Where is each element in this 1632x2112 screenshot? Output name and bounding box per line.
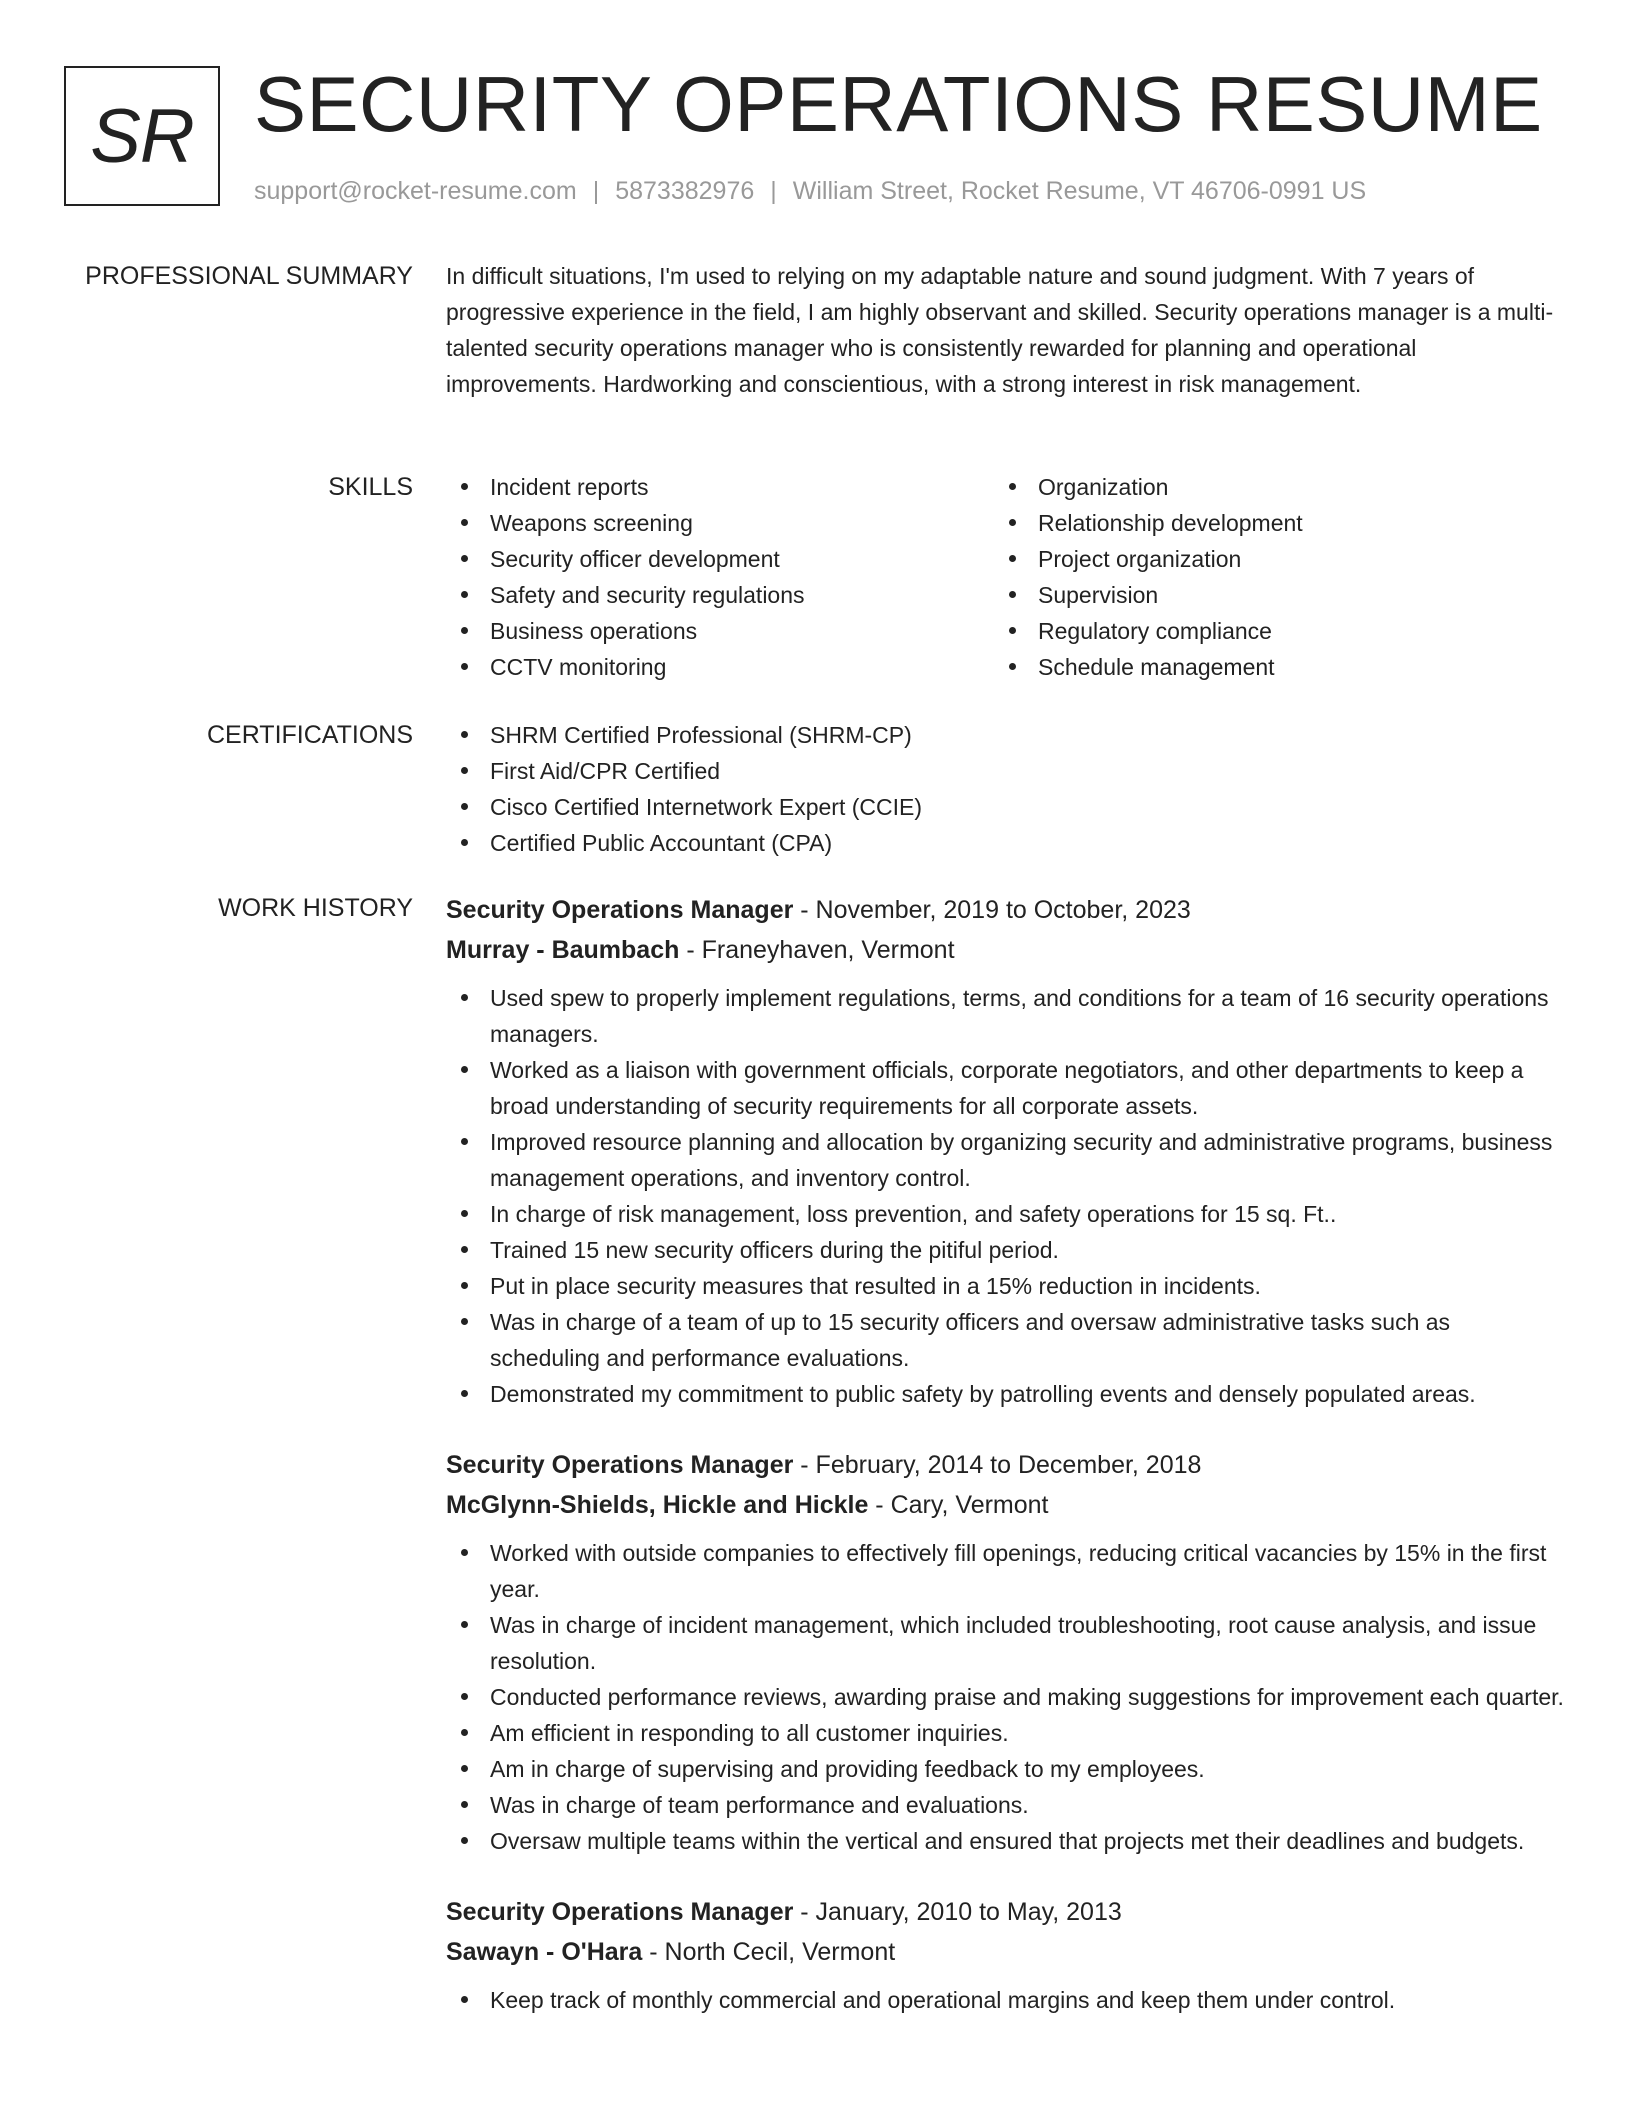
job-company: Sawayn - O'Hara xyxy=(446,1938,643,1966)
job-location: - Cary, Vermont xyxy=(868,1491,1049,1519)
job-entry xyxy=(446,890,1566,1412)
list-item: Demonstrated my commitment to public safety by patrolling events and densely populated areas. xyxy=(446,1376,1566,1412)
job-role: Security Operations Manager xyxy=(446,1451,794,1479)
summary-text: In difficult situations, I'm used to relying on my adaptable nature and sound judgment. With 7 years of progressive experience in the field, I am highly observant and skilled. Security operations manager is a multi-talented security operations manager who is consistently rewarded for planning and operational improvements. Hardworking and conscientious, with a strong interest in risk management. xyxy=(446,263,1554,397)
list-item: Worked with outside companies to effectively fill openings, reducing critical vacancies by 15% in the first year. xyxy=(446,1535,1566,1607)
skills-list-left xyxy=(446,469,994,685)
list-item: Organization xyxy=(994,469,1542,505)
list-item: Certified Public Accountant (CPA) xyxy=(446,825,1566,861)
list-item: Am in charge of supervising and providing feedback to my employees. xyxy=(446,1751,1566,1787)
list-item: Incident reports xyxy=(446,469,994,505)
list-item: Oversaw multiple teams within the vertical and ensured that projects met their deadlines and budgets. xyxy=(446,1823,1566,1859)
certifications-heading: CERTIFICATIONS xyxy=(206,721,413,749)
list-item: Security officer development xyxy=(446,541,994,577)
job-role-line xyxy=(446,1892,1566,1932)
list-item: Cisco Certified Internetwork Expert (CCIE) xyxy=(446,789,1566,825)
list-item: SHRM Certified Professional (SHRM-CP) xyxy=(446,717,1566,753)
list-item: Trained 15 new security officers during the pitiful period. xyxy=(446,1232,1566,1268)
job-company: Murray - Baumbach xyxy=(446,936,680,964)
job-role-line xyxy=(446,890,1566,930)
list-item: Business operations xyxy=(446,613,994,649)
contact-separator: | xyxy=(770,177,777,205)
list-item: Was in charge of a team of up to 15 security officers and oversaw administrative tasks such as scheduling and performance evaluations. xyxy=(446,1304,1566,1376)
contact-line xyxy=(254,174,1366,208)
job-bullet-list xyxy=(446,1982,1566,2018)
job-dates: - November, 2019 to October, 2023 xyxy=(793,896,1191,924)
job-role: Security Operations Manager xyxy=(446,896,794,924)
list-item: Used spew to properly implement regulations, terms, and conditions for a team of 16 security operations managers. xyxy=(446,980,1566,1052)
list-item: Relationship development xyxy=(994,505,1542,541)
job-company-line xyxy=(446,930,1566,970)
list-item: Improved resource planning and allocation by organizing security and administrative programs, business management operations, and inventory control. xyxy=(446,1124,1566,1196)
list-item: Worked as a liaison with government officials, corporate negotiators, and other departments to keep a broad understanding of security requirements for all corporate assets. xyxy=(446,1052,1566,1124)
certifications-list xyxy=(446,717,1566,861)
job-entry xyxy=(446,1445,1566,1859)
contact-email[interactable]: support@rocket-resume.com xyxy=(254,177,577,205)
job-role-line xyxy=(446,1445,1566,1485)
job-location: - Franeyhaven, Vermont xyxy=(679,936,955,964)
job-company-line xyxy=(446,1485,1566,1525)
list-item: CCTV monitoring xyxy=(446,649,994,685)
job-bullet-list xyxy=(446,980,1566,1412)
job-dates: - February, 2014 to December, 2018 xyxy=(793,1451,1202,1479)
contact-phone[interactable]: 5873382976 xyxy=(615,177,755,205)
list-item: Safety and security regulations xyxy=(446,577,994,613)
skills-list-right xyxy=(994,469,1542,685)
skills-body xyxy=(446,469,1566,685)
monogram-initials: SR xyxy=(90,93,194,179)
summary-heading: PROFESSIONAL SUMMARY xyxy=(85,262,413,290)
skills-heading: SKILLS xyxy=(328,473,413,501)
job-company: McGlynn-Shields, Hickle and Hickle xyxy=(446,1491,869,1519)
list-item: Keep track of monthly commercial and operational margins and keep them under control. xyxy=(446,1982,1566,2018)
resume-title: SECURITY OPERATIONS RESUME xyxy=(254,60,1543,148)
list-item: Supervision xyxy=(994,577,1542,613)
job-bullet-list xyxy=(446,1535,1566,1859)
job-company-line xyxy=(446,1932,1566,1972)
list-item: In charge of risk management, loss prevention, and safety operations for 15 sq. Ft.. xyxy=(446,1196,1566,1232)
list-item: Am efficient in responding to all customer inquiries. xyxy=(446,1715,1566,1751)
list-item: Was in charge of team performance and evaluations. xyxy=(446,1787,1566,1823)
contact-address: William Street, Rocket Resume, VT 46706-0991 US xyxy=(792,177,1367,205)
job-role: Security Operations Manager xyxy=(446,1898,794,1926)
work-history-body xyxy=(446,890,1566,2018)
work-history-heading: WORK HISTORY xyxy=(218,894,413,922)
list-item: Conducted performance reviews, awarding praise and making suggestions for improvement each quarter. xyxy=(446,1679,1566,1715)
job-entry xyxy=(446,1892,1566,2018)
list-item: First Aid/CPR Certified xyxy=(446,753,1566,789)
contact-separator: | xyxy=(592,177,600,205)
list-item: Put in place security measures that resulted in a 15% reduction in incidents. xyxy=(446,1268,1566,1304)
list-item: Project organization xyxy=(994,541,1542,577)
job-location: - North Cecil, Vermont xyxy=(642,1938,896,1966)
job-dates: - January, 2010 to May, 2013 xyxy=(793,1898,1122,1926)
list-item: Schedule management xyxy=(994,649,1542,685)
list-item: Weapons screening xyxy=(446,505,994,541)
list-item: Was in charge of incident management, which included troubleshooting, root cause analysis, and issue resolution. xyxy=(446,1607,1566,1679)
certifications-body xyxy=(446,717,1566,861)
list-item: Regulatory compliance xyxy=(994,613,1542,649)
monogram-badge xyxy=(64,66,220,206)
